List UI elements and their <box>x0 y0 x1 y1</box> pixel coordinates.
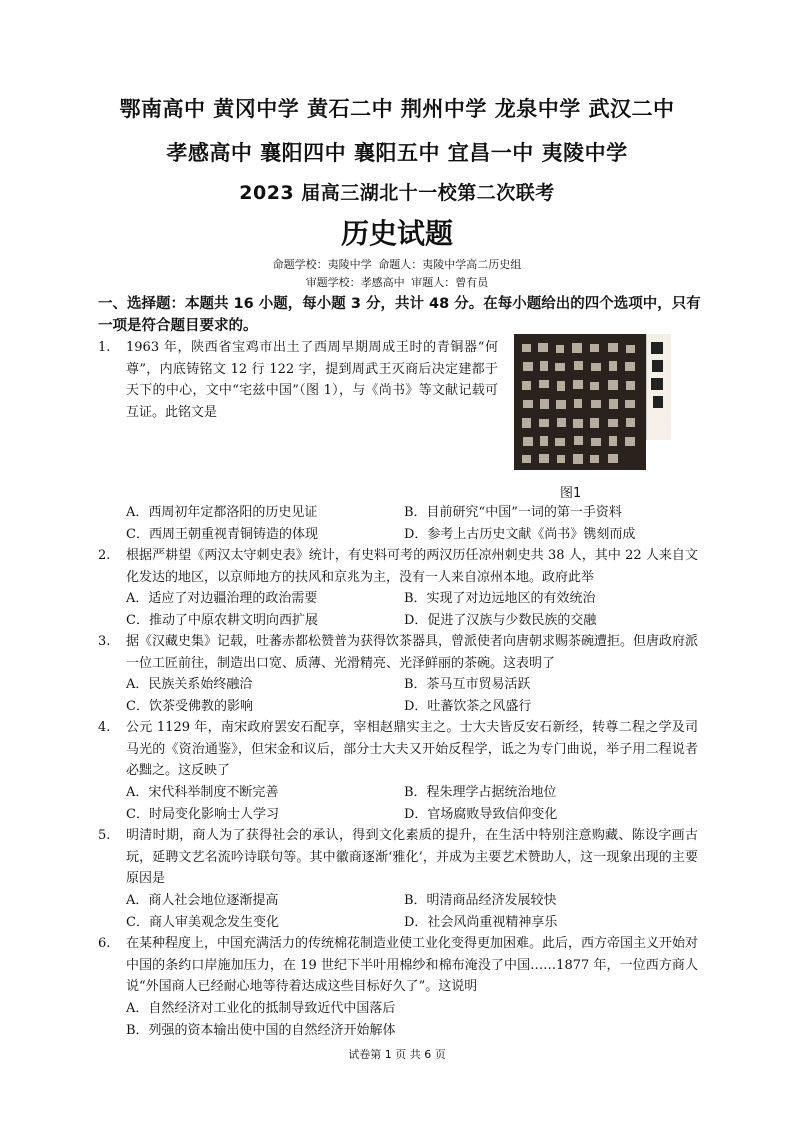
option-a[interactable]: A．民族关系始终融洽 <box>126 677 253 692</box>
schools-line-2: 孝感高中 襄阳四中 襄阳五中 宜昌一中 夷陵中学 <box>166 141 628 165</box>
question-stem: 公元 1129 年，南宋政府罢安石配享，宰相赵鼎实主之。士大夫皆反安石新经，转尊二程之学及司马光的《资治通鉴》，但宋金和议后，部分士大夫又开始反程学，诋之为专门曲说，举子用二程说者必黜之。这反映了 <box>126 720 698 778</box>
option-c[interactable]: C．西周王朝重视青铜铸造的体现 <box>126 526 318 542</box>
option-c[interactable]: C．饮茶受佛教的影响 <box>126 698 253 714</box>
question-1 <box>98 337 698 423</box>
question-2 <box>98 545 698 588</box>
option-d[interactable]: D．吐蕃饮茶之风盛行 <box>404 698 532 714</box>
option-c[interactable]: C．时局变化影响士人学习 <box>126 806 279 822</box>
option-b[interactable]: B．列强的资本输出使中国的自然经济开始解体 <box>126 1022 396 1038</box>
option-b[interactable]: B．实现了对边远地区的有效统治 <box>404 591 596 606</box>
option-b[interactable]: B．茶马互市贸易活跃 <box>404 677 531 692</box>
schools-line-1: 鄂南高中 黄冈中学 黄石二中 荆州中学 龙泉中学 武汉二中 <box>119 97 675 121</box>
option-d[interactable]: D．官场腐败导致信仰变化 <box>404 806 558 822</box>
question-number: 3. <box>98 634 111 649</box>
option-d[interactable]: D．社会风尚重视精神享乐 <box>404 914 558 930</box>
question-6 <box>98 933 698 998</box>
option-a[interactable]: A．西周初年定都洛阳的历史见证 <box>126 505 318 520</box>
subject-title: 历史试题 <box>340 217 453 250</box>
question-stem: 1963 年，陕西省宝鸡市出土了西周早期周成王时的青铜器“何尊”，内底铸铭文 12 行 122 字，提到周武王灭商后决定建都于天下的中心，文中“宅兹中国”（图 1），与《尚书》等文献记载可互证。此铭文是 <box>126 340 498 420</box>
question-number: 4. <box>98 720 111 735</box>
section-heading: 一、选择题：本题共 16 小题，每小题 3 分，共计 48 分。在每小题给出的四个选项中，只有一项是符合题目要求的。 <box>98 296 701 334</box>
question-5 <box>98 825 698 890</box>
question-4 <box>98 717 698 782</box>
option-c[interactable]: C．推动了中原农耕文明向西扩展 <box>126 612 318 628</box>
question-stem: 明清时期，商人为了获得社会的承认，得到文化素质的提升，在生活中特别注意购藏、陈设字画古玩，延聘文艺名流吟诗联句等。其中徽商逐渐‘雅化’，并成为主要艺术赞助人，这一现象出现的主要原因是 <box>126 828 698 886</box>
exam-name: 2023 届高三湖北十一校第二次联考 <box>239 182 555 204</box>
question-3 <box>98 631 698 674</box>
question-number: 5. <box>98 828 111 843</box>
question-stem: 在某种程度上，中国充满活力的传统棉花制造业使工业化变得更加困难。此后，西方帝国主义开始对中国的条约口岸施加压力，在 19 世纪下半叶用棉纱和棉布淹没了中国……1877 年，一位西方商人说“外国商人已经耐心地等待着达成这些目标好久了”。这说明 <box>126 936 699 994</box>
question-stem: 根据严耕望《两汉太守刺史表》统计，有史料可考的两汉历任凉州刺史共 38 人，其中 22 人来自文化发达的地区，以京师地方的扶风和京兆为主，没有一人来自凉州本地。政府此举 <box>126 548 698 585</box>
option-a[interactable]: A．商人社会地位逐渐提高 <box>126 893 279 908</box>
authors-line-1: 命题学校：夷陵中学 命题人：夷陵中学高二历史组 <box>272 258 522 271</box>
option-a[interactable]: A．适应了对边疆治理的政治需要 <box>126 591 318 606</box>
option-b[interactable]: B．程朱理学占据统治地位 <box>404 785 557 800</box>
page-footer: 试卷第 1 页 共 6 页 <box>348 1048 446 1061</box>
option-a[interactable]: A．自然经济对工业化的抵制导致近代中国落后 <box>126 1001 396 1016</box>
option-d[interactable]: D．促进了汉族与少数民族的交融 <box>404 612 597 628</box>
authors-line-2: 审题学校：孝感高中 审题人：曾有员 <box>305 276 489 289</box>
figure-caption: 图1 <box>560 486 582 501</box>
option-d[interactable]: D．参考上古历史文献《尚书》镌刻而成 <box>404 526 636 542</box>
option-b[interactable]: B．明清商品经济发展较快 <box>404 893 557 908</box>
option-c[interactable]: C．商人审美观念发生变化 <box>126 914 279 930</box>
question-stem: 据《汉藏史集》记载，吐蕃赤都松赞普为获得饮茶器具，曾派使者向唐朝求赐茶碗遭拒。但唐政府派一位工匠前往，制造出口宽、质薄、光滑精亮、光泽鲜丽的茶碗。这表明了 <box>126 634 699 671</box>
option-b[interactable]: B．目前研究“中国”一词的第一手资料 <box>404 505 622 520</box>
option-a[interactable]: A．宋代科举制度不断完善 <box>126 785 279 800</box>
question-number: 2. <box>98 548 111 563</box>
question-number: 1. <box>98 340 111 355</box>
question-number: 6. <box>98 936 111 951</box>
